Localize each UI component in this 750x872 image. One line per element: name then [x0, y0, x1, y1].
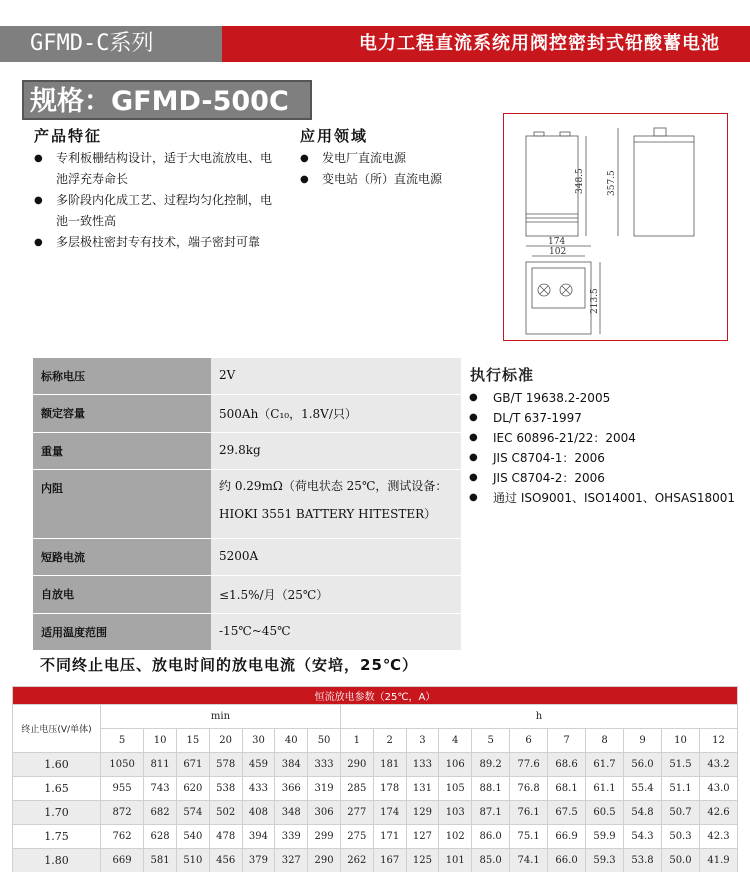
param-value-line: HIOKI 3551 BATTERY HITESTER） — [219, 507, 437, 521]
param-key: 内阻 — [33, 470, 211, 539]
current-cell: 275 — [340, 825, 373, 849]
column-header: 1 — [340, 729, 373, 753]
standard-item: ● 通过 ISO9001、ISO14001、OHSAS18001 — [467, 488, 735, 508]
current-cell: 181 — [373, 753, 406, 777]
dim-height-inner: 348.5 — [575, 168, 585, 194]
current-cell: 53.8 — [624, 849, 662, 872]
discharge-table-title: 恒流放电参数（25℃，A） — [13, 687, 738, 705]
current-cell: 1050 — [101, 753, 144, 777]
current-cell: 299 — [308, 825, 341, 849]
current-cell: 54.8 — [624, 801, 662, 825]
current-cell: 66.0 — [548, 849, 586, 872]
current-cell: 478 — [209, 825, 242, 849]
current-cell: 459 — [242, 753, 275, 777]
column-header: 40 — [275, 729, 308, 753]
column-header: 6 — [510, 729, 548, 753]
current-cell: 277 — [340, 801, 373, 825]
current-cell: 41.9 — [699, 849, 737, 872]
current-cell: 171 — [373, 825, 406, 849]
standard-item: ● DL/T 637-1997 — [467, 408, 735, 428]
param-key: 重量 — [33, 433, 211, 470]
current-cell: 348 — [275, 801, 308, 825]
current-cell: 43.2 — [699, 753, 737, 777]
param-value: 500Ah（C₁₀，1.8V/只） — [211, 395, 461, 433]
application-item: ● 发电厂直流电源 — [296, 148, 496, 169]
current-cell: 106 — [439, 753, 472, 777]
current-cell: 60.5 — [586, 801, 624, 825]
current-cell: 379 — [242, 849, 275, 872]
current-cell: 59.3 — [586, 849, 624, 872]
param-value: 2V — [211, 358, 461, 395]
discharge-title: 不同终止电压、放电时间的放电电流（安培，25℃） — [40, 656, 419, 674]
standards-box — [461, 358, 738, 604]
current-cell: 129 — [406, 801, 439, 825]
table-row — [13, 801, 738, 825]
current-cell: 319 — [308, 777, 341, 801]
current-cell: 262 — [340, 849, 373, 872]
feature-item: ● 专利板栅结构设计，适于大电流放电、电池浮充寿命长 — [30, 148, 280, 190]
current-cell: 510 — [176, 849, 209, 872]
dimension-drawing — [503, 113, 728, 341]
min-group-label: min — [101, 705, 341, 729]
current-cell: 811 — [144, 753, 177, 777]
current-cell: 955 — [101, 777, 144, 801]
param-key: 额定容量 — [33, 395, 211, 433]
param-row — [33, 470, 461, 539]
current-cell: 628 — [144, 825, 177, 849]
current-cell: 682 — [144, 801, 177, 825]
current-cell: 366 — [275, 777, 308, 801]
param-key: 标称电压 — [33, 358, 211, 395]
current-cell: 61.7 — [586, 753, 624, 777]
standard-item: ● JIS C8704-2：2006 — [467, 468, 735, 488]
standard-item: ● IEC 60896-21/22：2004 — [467, 428, 735, 448]
current-cell: 131 — [406, 777, 439, 801]
current-cell: 743 — [144, 777, 177, 801]
param-value: -15℃~45℃ — [211, 614, 461, 651]
application-item: ● 变电站（所）直流电源 — [296, 169, 496, 190]
current-cell: 578 — [209, 753, 242, 777]
current-cell: 75.1 — [510, 825, 548, 849]
discharge-data — [13, 753, 738, 872]
column-header: 2 — [373, 729, 406, 753]
current-cell: 394 — [242, 825, 275, 849]
current-cell: 85.0 — [472, 849, 510, 872]
current-cell: 174 — [373, 801, 406, 825]
column-header: 12 — [699, 729, 737, 753]
column-header: 50 — [308, 729, 341, 753]
param-row — [33, 358, 461, 395]
standards-list — [467, 388, 735, 508]
column-header: 3 — [406, 729, 439, 753]
h-group-label: h — [340, 705, 737, 729]
current-cell: 408 — [242, 801, 275, 825]
column-header: 30 — [242, 729, 275, 753]
column-header: 5 — [101, 729, 144, 753]
current-cell: 51.1 — [661, 777, 699, 801]
column-header: 4 — [439, 729, 472, 753]
current-cell: 76.8 — [510, 777, 548, 801]
discharge-table-title-row — [13, 687, 738, 705]
current-cell: 333 — [308, 753, 341, 777]
voltage-cell: 1.80 — [13, 849, 101, 872]
param-value — [211, 470, 461, 539]
column-header: 10 — [661, 729, 699, 753]
battery-drawing-svg — [504, 114, 729, 342]
standard-item: ● JIS C8704-1：2006 — [467, 448, 735, 468]
product-title: 电力工程直流系统用阀控密封式铅酸蓄电池 — [222, 26, 750, 62]
current-cell: 285 — [340, 777, 373, 801]
current-cell: 56.0 — [624, 753, 662, 777]
param-value: ≤1.5%/月（25℃） — [211, 576, 461, 614]
param-value-line: 约 0.29mΩ（荷电状态 25℃，测试设备： — [219, 479, 448, 493]
column-header: 8 — [586, 729, 624, 753]
param-row — [33, 395, 461, 433]
current-cell: 68.6 — [548, 753, 586, 777]
current-cell: 66.9 — [548, 825, 586, 849]
param-key: 自放电 — [33, 576, 211, 614]
param-value: 5200A — [211, 539, 461, 576]
dim-width-total: 174 — [548, 237, 566, 247]
current-cell: 620 — [176, 777, 209, 801]
current-cell: 101 — [439, 849, 472, 872]
dim-depth: 213.5 — [590, 288, 600, 314]
current-cell: 581 — [144, 849, 177, 872]
current-cell: 67.5 — [548, 801, 586, 825]
current-cell: 105 — [439, 777, 472, 801]
features-list — [30, 148, 280, 253]
standard-item: ● GB/T 19638.2-2005 — [467, 388, 735, 408]
row-header: 终止电压(V/单体) — [13, 705, 101, 753]
column-header: 15 — [176, 729, 209, 753]
current-cell: 872 — [101, 801, 144, 825]
current-cell: 89.2 — [472, 753, 510, 777]
table-row — [13, 777, 738, 801]
discharge-table — [12, 686, 738, 872]
dim-width-inner: 102 — [549, 247, 567, 257]
current-cell: 574 — [176, 801, 209, 825]
dim-height-total: 357.5 — [607, 170, 617, 196]
current-cell: 762 — [101, 825, 144, 849]
parameters-table — [33, 358, 461, 651]
param-key: 短路电流 — [33, 539, 211, 576]
current-cell: 127 — [406, 825, 439, 849]
applications-title: 应用领域 — [300, 127, 369, 145]
current-cell: 327 — [275, 849, 308, 872]
table-row — [13, 825, 738, 849]
current-cell: 433 — [242, 777, 275, 801]
spec-title: 规格：GFMD-500C — [22, 80, 312, 120]
table-row — [13, 753, 738, 777]
current-cell: 77.6 — [510, 753, 548, 777]
column-header: 7 — [548, 729, 586, 753]
voltage-cell: 1.65 — [13, 777, 101, 801]
current-cell: 55.4 — [624, 777, 662, 801]
current-cell: 88.1 — [472, 777, 510, 801]
current-cell: 50.0 — [661, 849, 699, 872]
current-cell: 384 — [275, 753, 308, 777]
current-cell: 456 — [209, 849, 242, 872]
current-cell: 59.9 — [586, 825, 624, 849]
current-cell: 50.7 — [661, 801, 699, 825]
voltage-cell: 1.70 — [13, 801, 101, 825]
param-value: 29.8kg — [211, 433, 461, 470]
current-cell: 167 — [373, 849, 406, 872]
voltage-cell: 1.75 — [13, 825, 101, 849]
column-header: 20 — [209, 729, 242, 753]
param-row — [33, 614, 461, 651]
current-cell: 306 — [308, 801, 341, 825]
table-row — [13, 849, 738, 872]
current-cell: 133 — [406, 753, 439, 777]
features-title: 产品特征 — [34, 127, 103, 145]
current-cell: 178 — [373, 777, 406, 801]
current-cell: 61.1 — [586, 777, 624, 801]
current-cell: 102 — [439, 825, 472, 849]
current-cell: 54.3 — [624, 825, 662, 849]
column-header: 5 — [472, 729, 510, 753]
current-cell: 43.0 — [699, 777, 737, 801]
current-cell: 74.1 — [510, 849, 548, 872]
current-cell: 290 — [340, 753, 373, 777]
current-cell: 538 — [209, 777, 242, 801]
current-cell: 42.6 — [699, 801, 737, 825]
current-cell: 87.1 — [472, 801, 510, 825]
current-cell: 339 — [275, 825, 308, 849]
param-key: 适用温度范围 — [33, 614, 211, 651]
column-header-row — [13, 729, 738, 753]
current-cell: 50.3 — [661, 825, 699, 849]
applications-list — [296, 148, 496, 190]
model-series: GFMD-C系列 — [0, 26, 222, 62]
param-row — [33, 433, 461, 470]
param-row — [33, 539, 461, 576]
feature-item: ● 多阶段内化成工艺、过程均匀化控制，电池一致性高 — [30, 190, 280, 232]
current-cell: 103 — [439, 801, 472, 825]
column-header: 9 — [624, 729, 662, 753]
current-cell: 540 — [176, 825, 209, 849]
unit-row — [13, 705, 738, 729]
current-cell: 671 — [176, 753, 209, 777]
current-cell: 502 — [209, 801, 242, 825]
current-cell: 669 — [101, 849, 144, 872]
standards-title: 执行标准 — [470, 366, 535, 384]
feature-item: ● 多层极柱密封专有技术，端子密封可靠 — [30, 232, 280, 253]
current-cell: 76.1 — [510, 801, 548, 825]
current-cell: 68.1 — [548, 777, 586, 801]
current-cell: 42.3 — [699, 825, 737, 849]
header-bar — [0, 0, 750, 62]
current-cell: 125 — [406, 849, 439, 872]
current-cell: 86.0 — [472, 825, 510, 849]
column-header: 10 — [144, 729, 177, 753]
param-row — [33, 576, 461, 614]
current-cell: 51.5 — [661, 753, 699, 777]
current-cell: 290 — [308, 849, 341, 872]
voltage-cell: 1.60 — [13, 753, 101, 777]
